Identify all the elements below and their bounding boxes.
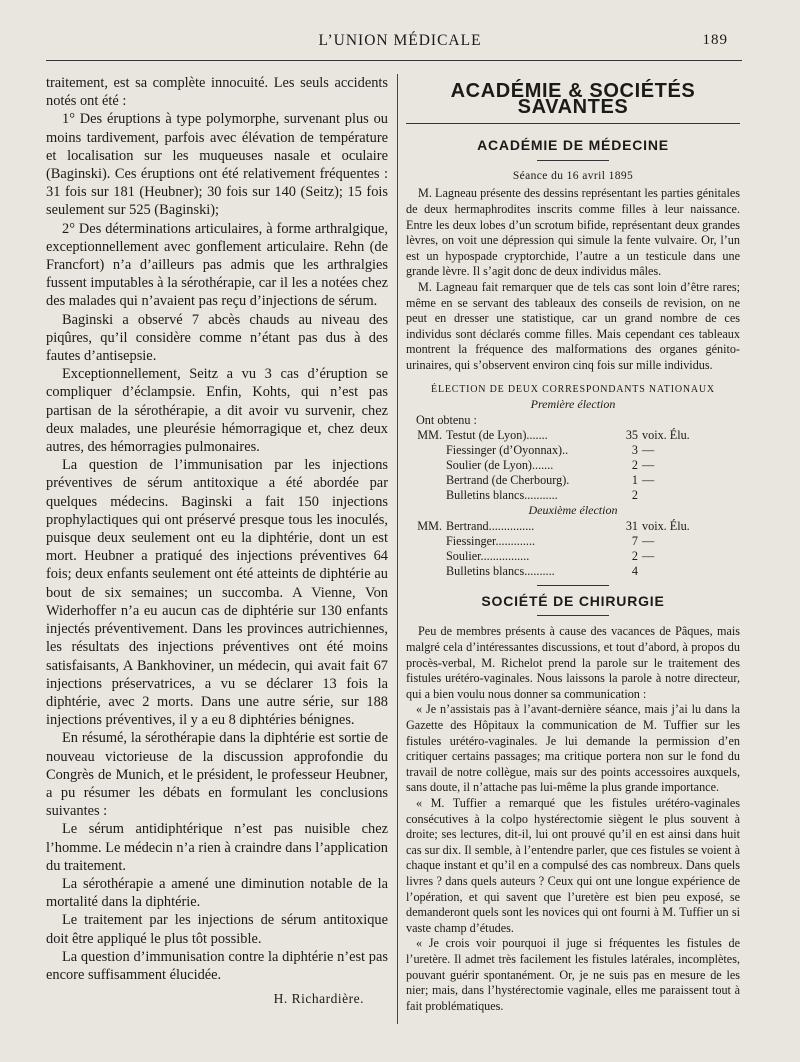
vote-count: 7 <box>631 533 638 548</box>
vote-row <box>406 443 740 458</box>
conclusion-paragraph: Le sérum antidiphtérique n’est pas nuisible chez l’homme. Le médecin n’a rien à craindre dans l’application du traitement. <box>46 821 388 874</box>
election-heading: ÉLECTION DE DEUX CORRESPONDANTS NATIONAUX <box>431 383 715 395</box>
first-election-label: Première élection <box>530 397 616 412</box>
vote-prefix: MM. <box>417 428 442 443</box>
vote-unit: — <box>642 548 655 563</box>
vote-row <box>406 564 740 579</box>
section-rule <box>537 615 609 616</box>
vote-count: 35 <box>625 428 638 443</box>
body-paragraph: traitement, est sa complète innocuité. Les seuls accidents notés ont été : <box>46 75 388 110</box>
vote-prefix <box>406 473 446 488</box>
leader-dots: ........... <box>524 488 558 503</box>
leader-dots: ............... <box>488 518 535 533</box>
vote-row <box>406 534 740 549</box>
vote-prefix <box>406 458 446 473</box>
conclusion-paragraph: Le traitement par les injections de sérum antitoxique doit être appliqué le plus tôt possible. <box>46 912 388 947</box>
banner-rule <box>406 123 740 124</box>
vote-unit: — <box>642 458 655 473</box>
candidate-name: Soulier................ <box>446 548 530 563</box>
second-election-label: Deuxième élection <box>528 503 618 518</box>
vote-row <box>406 549 740 564</box>
candidate-name: Fiessinger............. <box>446 533 536 548</box>
author-signature: H. Richardière. <box>273 991 364 1007</box>
quote-paragraph: « M. Tuffier a remarqué que les fistules urétéro-vaginales consécutives à la colpo hystérectomie siègent le plus souvent à droite; ses lectures, dit-il, lui ont prouvé qu’il en est ainsi dans huit cas sur dix. Il semble, à l’entendre parler, que ces fistules se voient à chaque instant et qu’il en a compulsé des cas nombreux. Dans quels livres ? dans quels auteurs ? Ceux qui ont une longue expérience de l’opération, et qui savent que l’uretère est bien peu exposé, se demanderont quels sont les novices qui ont fourni à M. Tuffier un si vaste champ d’études. <box>406 796 740 935</box>
column-divider <box>397 74 398 1024</box>
chirurgie-title: SOCIÉTÉ DE CHIRURGIE <box>481 592 665 609</box>
running-head <box>0 30 800 54</box>
academie-title: ACADÉMIE DE MÉDECINE <box>477 137 669 154</box>
section-banner: ACADÉMIE & SOCIÉTÉS SAVANTES <box>450 80 696 118</box>
leader-dots: ....... <box>526 428 548 443</box>
vote-unit: voix. Élu. <box>642 428 690 443</box>
vote-prefix <box>406 488 446 503</box>
vote-count: 1 <box>631 473 638 488</box>
obtained-label: Ont obtenu : <box>416 412 477 427</box>
leader-dots: ............. <box>495 533 536 548</box>
vote-count: 4 <box>631 563 638 578</box>
section-rule <box>537 160 609 161</box>
candidate-name: Fiessinger (d’Oyonnax).. <box>446 443 569 458</box>
body-paragraph: En résumé, la sérothérapie dans la diphtérie est sortie de nouveau victorieuse de la discussion approfondie du Congrès de Munich, et le président, le professeur Heubner, a pu résumer les débats en formulant les conclusions suivantes : <box>46 730 388 820</box>
body-paragraph: Baginski a observé 7 abcès chauds au niveau des piqûres, qu’il considère comme n’étant pas dus à des fautes d’antisepsie. <box>46 311 388 365</box>
vote-prefix <box>406 534 446 549</box>
body-paragraph: La question de l’immunisation par les injections préventives de sérum antitoxique a été abordée par quelques médecins. Baginski a fait 150 injections prophylactiques qui ont préservé presque tous les inoculés, puisque deux seulement ont eu la diphtérie, dont un est mort. Heubner a pratiqué des injections préventives 64 fois; deux enfants seulement ont été atteints de diphtérie au bout de six semaines; un succomba. A Vienne, Von Widerhoffer n’a eu aucun cas de diphtérie sur 130 enfants injectés préventivement. Dans les provinces autrichiennes, les résultats des injections préventives ont été moins satisfaisants, A Bankhoviner, un médecin, qui avait fait 67 injections préservatrices, a vu se déclarer 13 fois la diphtérie, avec 2 morts. Dans une autre série, sur 188 injections préventives, il y a eu 8 diphtéries bénignes. <box>46 457 388 729</box>
vote-row <box>406 488 740 503</box>
body-paragraph: 1° Des éruptions à type polymorphe, survenant plus ou moins tardivement, parfois avec élévation de température et localisation sur les muqueuses nasale et oculaire (Baginski). Ces éruptions ont été relativement fréquentes : 31 fois sur 181 (Heubner); 30 fois sur 140 (Seitz); 15 fois seulement sur 525 (Baginski); <box>46 111 388 219</box>
body-paragraph: Peu de membres présents à cause des vacances de Pâques, mais malgré cela d’intéressantes discussions, et tout d’abord, à propos du procès-verbal, M. Richelot prend la parole sur le traitement des fistules urétéro-vaginales. Nous laissons la parole à notre directeur, qui a bien voulu nous donner sa communication : <box>406 624 740 701</box>
body-paragraph: Exceptionnellement, Seitz a vu 3 cas d’éruption se compliquer d’éclampsie. Enfin, Kohts, qui n’est pas partisan de la sérothérapie, a dit avoir vu survenir, chez deux malades, une pleurésie hémorragique et, chez deux autres, des hémorragies pulmonaires. <box>46 366 388 456</box>
vote-prefix <box>406 564 446 579</box>
conclusion-paragraph: La sérothérapie a amené une diminution notable de la mortalité dans la diphtérie. <box>46 875 388 911</box>
vote-unit: — <box>642 533 655 548</box>
page-number: 189 <box>702 32 728 48</box>
journal-title: L’UNION MÉDICALE <box>318 32 482 49</box>
quote-paragraph: « Je n’assistais pas à l’avant-dernière séance, mais j’ai lu dans la Gazette des Hôpitaux la communication de M. Tuffier sur les fistules urétéro-vaginales. Je lui demande la permission d’en critiquer certains passages; ma critique portera non sur le fond du travail de notre collègue, mais sur des points accessoires auxquels, sans doute, il n’attache pas lui-même la plus grande importance. <box>406 702 740 795</box>
vote-row <box>406 519 740 534</box>
vote-count: 31 <box>625 518 638 533</box>
vote-row <box>406 473 740 488</box>
section-rule <box>537 585 609 586</box>
candidate-name: Soulier (de Lyon)....... <box>446 458 554 473</box>
body-paragraph: 2° Des déterminations articulaires, à forme arthralgique, exceptionnellement avec gonflement articulaire. Rehn (de Francfort) n’a d’ailleurs pas admis que les arthralgies fussent imputables à la sérothérapie, car il les a notées chez des malades qui n’avaient pas reçu d’injections de sérum. <box>46 220 388 310</box>
vote-unit <box>642 564 740 579</box>
vote-prefix: MM. <box>417 518 442 533</box>
vote-unit <box>642 488 740 503</box>
header-rule <box>46 60 742 61</box>
seance-date: Séance du 16 avril 1895 <box>512 169 634 182</box>
vote-count: 2 <box>631 488 638 503</box>
second-election-table <box>406 519 740 579</box>
conclusion-paragraph: La question d’immunisation contre la diphtérie n’est pas encore suffisamment élucidée. <box>46 948 388 983</box>
vote-row <box>406 428 740 443</box>
body-paragraph: M. Lagneau présente des dessins représentant les parties génitales de deux hermaphrodites inscrits comme filles à leur naissance. Entre les deux lobes d’un scrotum bifide, représentant deux grandes lèvres, on voit une dépression qui simule la fente vulvaire. Or, l’un est un hypospade cryptorchide, l’autre a un testicule dans une grande lèvre. Il s’agit donc de deux individus mâles. <box>406 186 740 279</box>
vote-prefix <box>406 443 446 458</box>
leader-dots: ....... <box>531 458 554 473</box>
vote-count: 3 <box>631 443 638 458</box>
candidate-name: Bertrand (de Cherbourg). <box>446 473 570 488</box>
leader-dots: .......... <box>524 563 555 578</box>
candidate-name: Bulletins blancs........... <box>446 488 558 503</box>
right-column <box>406 80 740 1014</box>
candidate-name: Testut (de Lyon)....... <box>446 428 548 443</box>
vote-count: 2 <box>631 458 638 473</box>
vote-prefix <box>406 549 446 564</box>
left-column <box>46 74 388 1008</box>
leader-dots: . <box>566 473 570 488</box>
first-election-table <box>406 428 740 503</box>
body-paragraph: M. Lagneau fait remarquer que de tels cas sont loin d’être rares; même en se servant des tableaux des conseils de revision, on ne peut en dresser une statistique, car un grand nombre de ces individus sont déclarés comme filles. Mais cependant ces tableaux montrent la fréquence des malformations des organes génito-urinaires, qui s’observent environ cinq fois sur mille individus. <box>406 279 740 372</box>
vote-count: 2 <box>631 548 638 563</box>
vote-unit: — <box>642 473 655 488</box>
candidate-name: Bertrand............... <box>446 518 535 533</box>
vote-unit: voix. Élu. <box>642 518 690 533</box>
vote-row <box>406 458 740 473</box>
quote-paragraph: « Je crois voir pourquoi il juge si fréquentes les fistules de l’uretère. Il admet très facilement les fistules latérales, incomplètes, pouvant guérir spontanément. Or, je ne suis pas en mesure de les nier; mais, dans l’hystérectomie vaginale, elles me paraissent tout à fait problématiques. <box>406 936 740 1013</box>
candidate-name: Bulletins blancs.......... <box>446 563 555 578</box>
leader-dots: ................ <box>480 548 530 563</box>
vote-unit: — <box>642 443 655 458</box>
leader-dots: .. <box>562 443 569 458</box>
